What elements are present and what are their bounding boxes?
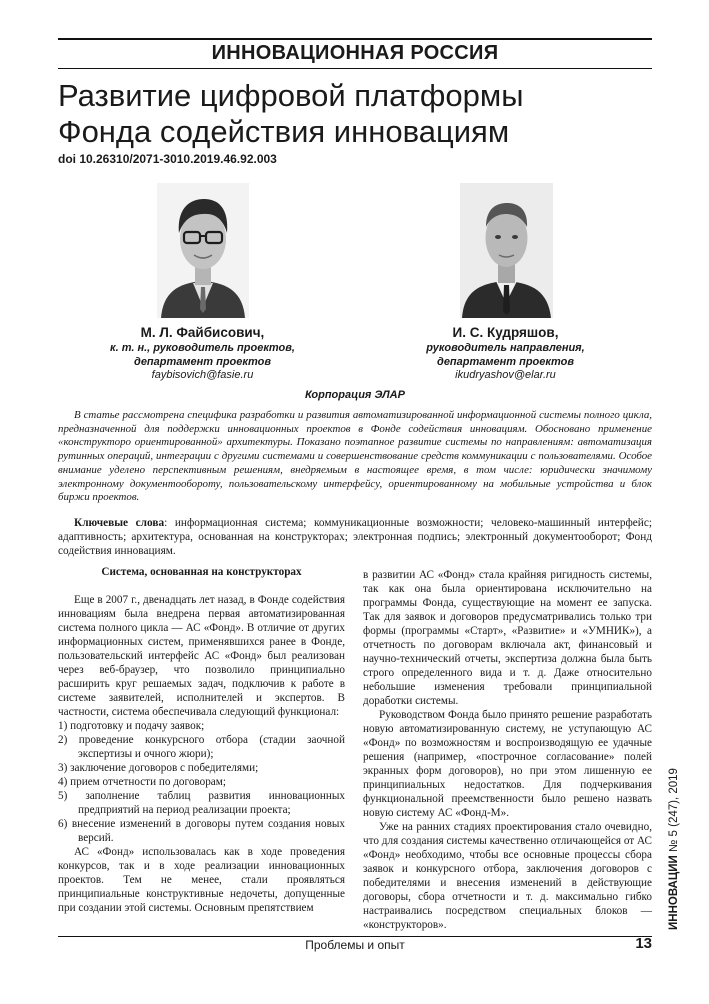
- list-item: 6) внесение изменений в договоры путем создания новых версий.: [58, 818, 346, 844]
- abstract: В статье рассмотрена специфика разработки и развития автоматизированной информационной системы полного цикла, предназначенной для поддержки инновационных проектов в Фонде содействия инновациям. Обосновано применение «конструкторо ориентированной» архитектуры. Показано поэтапное развитие системы по направлениям: автоматизация рутинных операций, интеграции с другими системами и совершенствование средств коммуникации с пользователями. Особое внимание уделено перспективным решениям, внедряемым в настоящее время, в том числе: юридически значимому электронному документообороту, пользовательскому интерфейсу, ориентированному на мобильные устройства и блок биржи проектов.: [58, 409, 652, 504]
- author-department: департамент проектов: [437, 355, 574, 368]
- list-item: 3) заключение договоров с победителями;: [58, 762, 259, 774]
- author-name: М. Л. Файбисович,: [140, 325, 265, 340]
- author-degree-role: к. т. н., руководитель проектов,: [110, 342, 295, 354]
- paragraph: Уже на ранних стадиях проектирования стало очевидно, что для создания системы качественно отличающейся от АС «Фонд» необходимо, чтобы все основные процессы сбора заявок и конкурсного отбора, заключения договоров с победителями и внесения изменений в действующие договоры, сбора отчетности и т. д. максимально гибко настраивались посредством специальных блоков — «конструкторов».: [363, 821, 652, 931]
- author-email: ikudryashov@elar.ru: [455, 369, 556, 381]
- journal-name: ИННОВАЦИИ: [668, 855, 680, 930]
- list-item: 2) проведение конкурсного отбора (стадии заочной экспертизы и очного жюри);: [58, 734, 345, 760]
- doi: doi 10.26310/2071-3010.2019.46.92.003: [58, 152, 277, 166]
- keywords-text: : информационная система; коммуникационные возможности; человеко-машинный интерфейс; адаптивность; архитектура, основанная на конструкторах; электронная подпись; электронный документооборот; Фонд содействия инновациям.: [58, 517, 652, 557]
- author-photo-kudryashov: [460, 183, 553, 318]
- list-item: 4) прием отчетности по договорам;: [58, 776, 226, 788]
- footer-rule: [58, 936, 652, 937]
- author-name: И. С. Кудряшов,: [452, 325, 559, 340]
- paragraph: в развитии АС «Фонд» стала крайняя ригидность системы, так как она была ориентирована исключительно на программы Фонда, существующие на момент ее запуска. Так для заявок и договоров предусматривались только три формы (программы «Старт», «Развитие» и «УМНИК»), а отчетность по договорам включала акт, финансовый и научно-технический отчеты, экспертиза должна была быть строго определенного вида и т. д. Даже относительно небольшие изменения требовали принципиальной доработки системы.: [363, 569, 652, 707]
- author-role: руководитель направления,: [426, 342, 585, 354]
- function-list: [58, 719, 345, 845]
- article-title: [58, 78, 658, 150]
- author-email: faybisovich@fasie.ru: [151, 369, 254, 381]
- paragraph: Еще в 2007 г., двенадцать лет назад, в Фонде содействия инновациям была внедрена первая автоматизированная система полного цикла — АС «Фонд». В отличие от других информационных систем, применявшихся ранее в Фонде, пользовательский интерфейс АС «Фонд» был реализован через веб-браузер, что позволило принципиально расширить круг решаемых задач, подключив к работе в системе заявителей, исполнителей и экспертов. В частности, система обеспечивала следующий функционал:: [58, 594, 345, 718]
- column-right: [363, 568, 652, 932]
- journal-issue-vertical: [668, 768, 680, 930]
- subsection-heading: Система, основанная на конструкторах: [101, 566, 302, 578]
- paragraph: АС «Фонд» использовалась как в ходе проведения конкурсов, так и в ходе реализации инновационных проектов. Тем не менее, стали проявляться принципиальные конструктивные недочеты, допущенные при создании этой системы. Основным препятствием: [58, 846, 345, 914]
- issue-info: № 5 (247), 2019: [668, 768, 680, 856]
- author-block-1: [95, 324, 310, 383]
- footer-section: Проблемы и опыт: [305, 938, 405, 952]
- keywords: [58, 516, 652, 558]
- paragraph: Руководством Фонда было принято решение разработать новую автоматизированную систему, не уступающую АС «Фонд» по возможностям и воспроизводящую ее удачные решения (например, «построчное согласование» полей экранных форм договоров), но при этом лишенную ее принципиальных недостатков. Для подчеркивания функциональной преемственности было решено назвать новую систему АС «Фонд-М».: [363, 709, 652, 819]
- list-item: 1) подготовку и подачу заявок;: [58, 720, 205, 732]
- list-item: 5) заполнение таблиц развития инновационных предприятий на период реализации проекта;: [58, 790, 346, 816]
- title-line-1: Развитие цифровой платформы: [58, 78, 524, 113]
- column-left: [58, 565, 345, 915]
- section-heading: ИННОВАЦИОННАЯ РОССИЯ: [211, 42, 499, 64]
- keywords-label: Ключевые слова: [74, 517, 165, 529]
- organization: Корпорация ЭЛАР: [305, 389, 405, 401]
- author-department: департамент проектов: [134, 355, 271, 368]
- page-number: 13: [635, 935, 652, 952]
- author-photo-faybisovich: [157, 183, 249, 318]
- section-rule: [58, 68, 652, 69]
- title-line-2: Фонда содействия инновациям: [58, 114, 510, 149]
- author-block-2: [398, 324, 613, 383]
- top-rule: [58, 38, 652, 40]
